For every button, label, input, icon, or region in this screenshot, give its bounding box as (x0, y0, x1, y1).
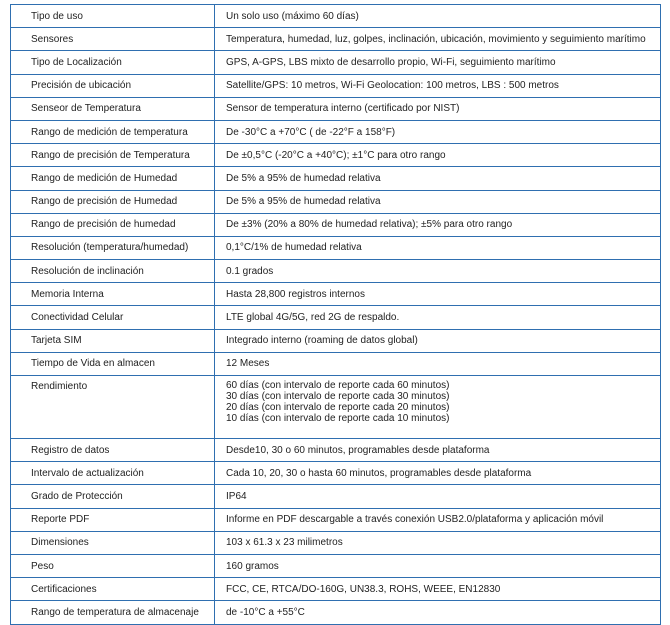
table-row (11, 167, 661, 190)
row-key: Tarjeta SIM (11, 329, 215, 352)
row-key: Senseor de Temperatura (11, 97, 215, 120)
row-value: FCC, CE, RTCA/DO-160G, UN38.3, ROHS, WEEE, EN12830 (215, 578, 661, 601)
table-row (11, 578, 661, 601)
row-key: Resolución (temperatura/humedad) (11, 236, 215, 259)
rendimiento-line: 20 días (con intervalo de reporte cada 20 minutos) (226, 402, 450, 413)
row-value: Informe en PDF descargable a través conexión USB2.0/plataforma y aplicación móvil (215, 508, 661, 531)
row-value: 160 gramos (215, 554, 661, 577)
row-key: Rango de temperatura de almacenaje (11, 601, 215, 624)
table-row (11, 485, 661, 508)
row-key: Sensores (11, 28, 215, 51)
row-key: Tipo de uso (11, 5, 215, 28)
row-key: Rango de medición de temperatura (11, 120, 215, 143)
row-key: Peso (11, 554, 215, 577)
row-key: Rendimiento (11, 376, 215, 439)
table-row (11, 352, 661, 375)
row-key: Rango de precisión de Humedad (11, 190, 215, 213)
row-value: LTE global 4G/5G, red 2G de respaldo. (215, 306, 661, 329)
table-row (11, 28, 661, 51)
row-key: Dimensiones (11, 531, 215, 554)
table-row (11, 5, 661, 28)
rendimiento-line: 30 días (con intervalo de reporte cada 30 minutos) (226, 391, 450, 402)
row-key: Certificaciones (11, 578, 215, 601)
row-key: Rango de precisión de Temperatura (11, 144, 215, 167)
row-value: De 5% a 95% de humedad relativa (215, 190, 661, 213)
table-row (11, 329, 661, 352)
row-value: 12 Meses (215, 352, 661, 375)
table-row (11, 508, 661, 531)
table-row (11, 306, 661, 329)
row-key: Registro de datos (11, 439, 215, 462)
row-value: Sensor de temperatura interno (certificado por NIST) (215, 97, 661, 120)
table-row (11, 283, 661, 306)
row-key: Tipo de Localización (11, 51, 215, 74)
row-key: Precisión de ubicación (11, 74, 215, 97)
spec-table-body (11, 5, 661, 625)
row-value: Cada 10, 20, 30 o hasta 60 minutos, programables desde plataforma (215, 462, 661, 485)
table-row (11, 144, 661, 167)
table-row (11, 439, 661, 462)
row-value: GPS, A-GPS, LBS mixto de desarrollo propio, Wi-Fi, seguimiento marítimo (215, 51, 661, 74)
table-row (11, 213, 661, 236)
table-row (11, 51, 661, 74)
table-row (11, 531, 661, 554)
row-value: Temperatura, humedad, luz, golpes, inclinación, ubicación, movimiento y seguimiento marítimo (215, 28, 661, 51)
row-value: 103 x 61.3 x 23 milimetros (215, 531, 661, 554)
row-value: De 5% a 95% de humedad relativa (215, 167, 661, 190)
row-value: Integrado interno (roaming de datos global) (215, 329, 661, 352)
row-value: IP64 (215, 485, 661, 508)
row-key: Rango de precisión de humedad (11, 213, 215, 236)
row-key: Tiempo de Vida en almacen (11, 352, 215, 375)
spec-table (10, 4, 661, 625)
row-value: Desde10, 30 o 60 minutos, programables desde plataforma (215, 439, 661, 462)
row-value: 0.1 grados (215, 260, 661, 283)
row-key: Conectividad Celular (11, 306, 215, 329)
row-value: Hasta 28,800 registros internos (215, 283, 661, 306)
row-key: Resolución de inclinación (11, 260, 215, 283)
table-row (11, 120, 661, 143)
row-key: Rango de medición de Humedad (11, 167, 215, 190)
row-value: Un solo uso (máximo 60 días) (215, 5, 661, 28)
table-row (11, 260, 661, 283)
row-key: Reporte PDF (11, 508, 215, 531)
row-value: De ±3% (20% a 80% de humedad relativa); ±5% para otro rango (215, 213, 661, 236)
table-row (11, 97, 661, 120)
row-value: De ±0,5°C (-20°C a +40°C); ±1°C para otro rango (215, 144, 661, 167)
row-key: Intervalo de actualización (11, 462, 215, 485)
rendimiento-line: 60 días (con intervalo de reporte cada 60 minutos) (226, 380, 450, 391)
row-key: Memoria Interna (11, 283, 215, 306)
row-value: 0,1°C/1% de humedad relativa (215, 236, 661, 259)
table-row (11, 74, 661, 97)
table-row (11, 554, 661, 577)
row-value: De -30°C a +70°C ( de -22°F a 158°F) (215, 120, 661, 143)
table-row (11, 236, 661, 259)
row-value: de -10°C a +55°C (215, 601, 661, 624)
table-row (11, 601, 661, 624)
row-value-multiline (215, 376, 661, 439)
table-row-rendimiento (11, 376, 661, 439)
rendimiento-line: 10 días (con intervalo de reporte cada 10 minutos) (226, 413, 450, 424)
table-row (11, 190, 661, 213)
row-key: Grado de Protección (11, 485, 215, 508)
table-row (11, 462, 661, 485)
row-value: Satellite/GPS: 10 metros, Wi-Fi Geolocation: 100 metros, LBS : 500 metros (215, 74, 661, 97)
